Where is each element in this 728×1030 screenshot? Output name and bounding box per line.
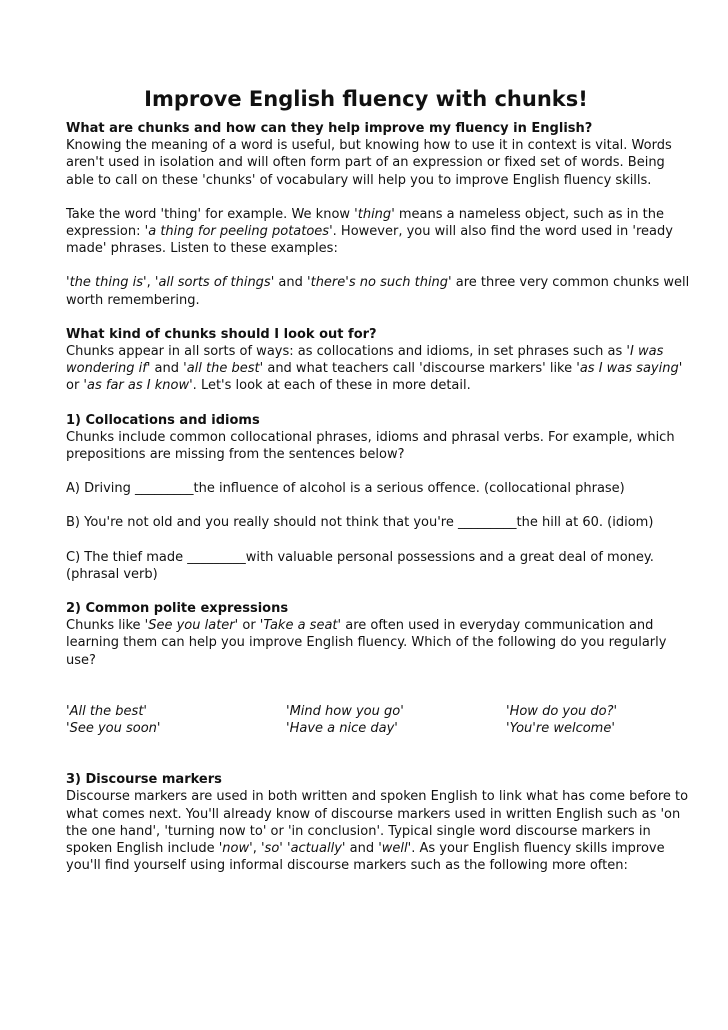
italic-text: there's no such thing [310, 275, 449, 291]
expression-text: All the best [69, 703, 144, 719]
exercise-item-c: C) The thief made _________with valuable personal possessions and a great deal of money. (phrasal verb) [66, 549, 654, 582]
italic-text: all sorts of things [158, 275, 271, 291]
expression-item: 'See you soon' [66, 721, 161, 737]
text: ' and ' [146, 361, 187, 377]
exercise-item-b: B) You're not old and you really should not think that you're _________the hill at 60. (idiom) [66, 515, 654, 531]
discourse-body [66, 788, 696, 874]
italic-text: as I was saying [579, 361, 679, 377]
text: ' means a nameless object, such as in the expression: ' [66, 206, 664, 240]
kinds-section [66, 326, 696, 395]
italic-text: I was wondering if [66, 344, 664, 377]
discourse-section [66, 771, 696, 874]
polite-section [66, 600, 696, 669]
expression-text: How do you do? [509, 703, 614, 719]
text: ' and what teachers call 'discourse markers' like ' [259, 361, 580, 377]
expression-item: 'You're welcome' [506, 721, 615, 737]
intro-body: Knowing the meaning of a word is useful, but knowing how to use it in context is vital. Words aren't used in isolation and will often form part of an expression or fixed set of words. Being able to call on these 'chunks' of vocabulary will help you to improve English fluency skills. [66, 138, 672, 188]
intro-section [66, 120, 696, 189]
italic-text: so [264, 841, 280, 857]
expression-text: Mind how you go [289, 703, 401, 719]
expression-item: 'All the best' [66, 703, 147, 719]
italic-text: thing [357, 206, 392, 222]
text: ', ' [249, 841, 265, 857]
italic-text: See you later [148, 618, 235, 634]
text: ' [66, 275, 70, 291]
discourse-heading: 3) Discourse markers [66, 772, 222, 788]
collocations-heading: 1) Collocations and idioms [66, 412, 260, 428]
italic-text: all the best [186, 361, 260, 377]
text: ' and ' [270, 275, 311, 291]
text: Take the word 'thing' for example. We know ' [66, 206, 358, 222]
text: Chunks like ' [66, 618, 149, 634]
italic-text: Take a seat [263, 618, 338, 634]
text: Discourse markers are used in both written and spoken English to link what has come before to what comes next. You'll already know of discourse markers used in written English such as 'on the one hand', 'turning now to' or 'in conclusion'. Typical single word discourse markers in spoken English include ' [66, 789, 689, 857]
text: ' and ' [341, 841, 382, 857]
expression-item: 'Mind how you go' [286, 703, 404, 719]
text: ' are three very common chunks well worth remembering. [66, 275, 690, 308]
thing-example-paragraph [66, 206, 696, 258]
text: ' or ' [234, 618, 264, 634]
polite-body [66, 617, 696, 669]
italic-text: as far as I know [87, 378, 190, 394]
thing-chunks-paragraph [66, 274, 696, 308]
expression-text: See you soon [69, 721, 157, 737]
expression-text: Have a nice day [289, 721, 395, 737]
text: '. Let's look at each of these in more detail. [189, 378, 471, 394]
text: ' ' [279, 841, 291, 857]
text: '. However, you will also find the word used in 'ready made' phrases. Listen to these examples: [66, 224, 673, 257]
expression-item: 'Have a nice day' [286, 721, 398, 737]
italic-text: well [381, 841, 408, 857]
italic-text: the thing is [69, 275, 144, 291]
collocations-section [66, 412, 696, 464]
expressions-grid [66, 703, 696, 737]
text: ' are often used in everyday communication and learning them can help you improve English fluency. Which of the following do you regularly use? [66, 618, 667, 668]
text: ', ' [143, 275, 159, 291]
italic-text: a thing for peeling potatoes [148, 224, 330, 240]
text: '. As your English fluency skills improve you'll find yourself using informal discourse markers such as the following more often: [66, 841, 665, 874]
document-page [66, 86, 696, 875]
italic-text: now [222, 841, 250, 857]
intro-heading: What are chunks and how can they help improve my fluency in English? [66, 121, 593, 136]
italic-text: actually [290, 841, 342, 857]
kinds-body [66, 343, 696, 395]
text: ' or ' [66, 361, 683, 394]
polite-heading: 2) Common polite expressions [66, 601, 289, 617]
kinds-heading: What kind of chunks should I look out for? [66, 326, 377, 342]
collocations-body: Chunks include common collocational phrases, idioms and phrasal verbs. For example, which prepositions are missing from the sentences below? [66, 429, 675, 463]
exercise-item-a: A) Driving _________the influence of alcohol is a serious offence. (collocational phrase) [66, 481, 625, 497]
expression-item: 'How do you do?' [506, 703, 618, 719]
page-title: Improve English fluency with chunks! [144, 87, 588, 111]
text: Chunks appear in all sorts of ways: as collocations and idioms, in set phrases such as ' [66, 344, 630, 360]
expression-text: You're welcome [509, 721, 612, 737]
